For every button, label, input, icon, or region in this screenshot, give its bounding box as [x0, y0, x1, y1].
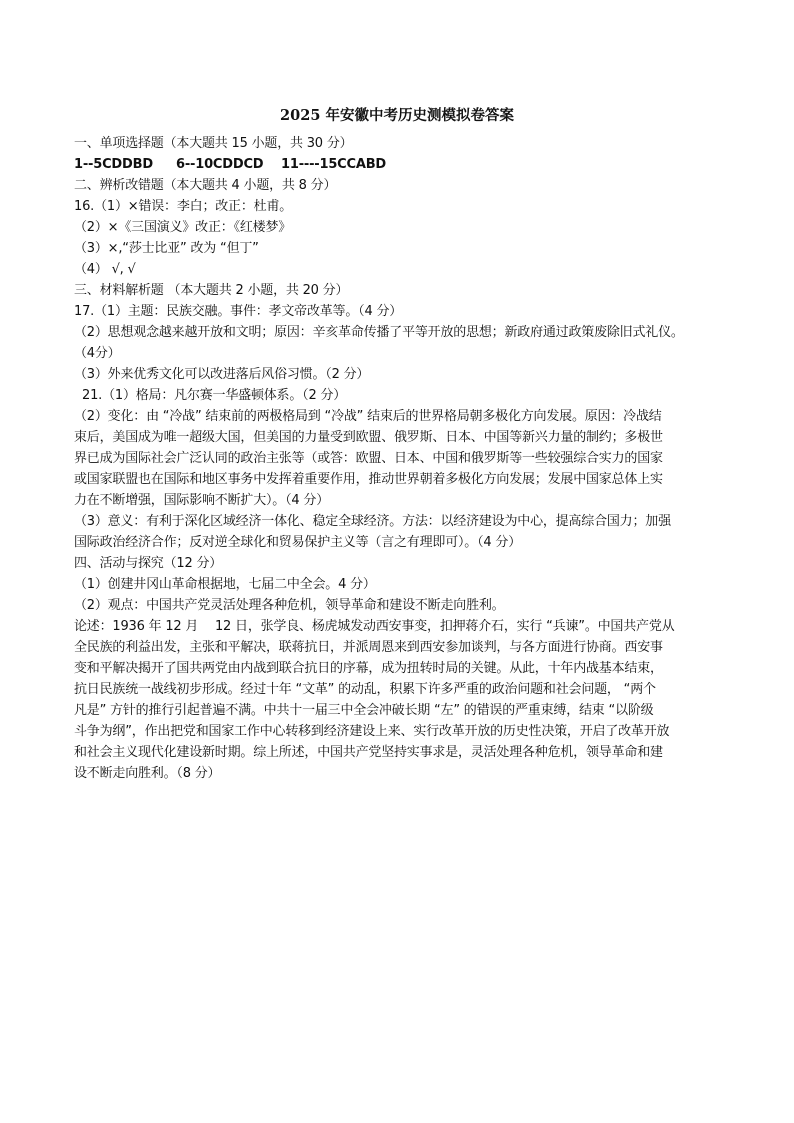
- essay-line-8: 设不断走向胜利。（8 分）: [74, 766, 221, 781]
- document-title: 2025 年安徽中考历史测模拟卷答案: [280, 107, 514, 124]
- section-2-heading: 二、辨析改错题（本大题共 4 小题，共 8 分）: [74, 178, 337, 193]
- q17-part2-line1: （2）思想观念越来越开放和文明；原因：辛亥革命传播了平等开放的思想；新政府通过政策废除旧式礼仪。: [74, 325, 684, 340]
- q21-part2-line5: 力在不断增强，国际影响不断扩大）。（4 分）: [74, 493, 330, 508]
- essay-line-7: 和社会主义现代化建设新时期。综上所述，中国共产党坚持实事求是，灵活处理各种危机，领导革命和建: [74, 745, 663, 760]
- essay-line-5: 凡是” 方针的推行引起普遍不满。中共十一届三中全会冲破长期 “左” 的错误的严重束缚，结束 “以阶级: [74, 703, 654, 718]
- essay-line-1: 论述：1936 年 12 月 12 日，张学良、杨虎城发动西安事变，扣押蒋介石，实行 “兵谏”。中国共产党从: [74, 619, 675, 634]
- q21-part2-line3: 界已成为国际社会广泛认同的政治主张等（或答：欧盟、日本、中国和俄罗斯等一些较强综合实力的国家: [74, 451, 663, 466]
- answers-1-5: 1--5CDDBD: [74, 157, 153, 172]
- q16-part4: （4） √, √: [74, 262, 136, 277]
- q21-part1: 21.（1）格局：凡尔赛一华盛顿体系。（2 分）: [82, 388, 347, 403]
- multiple-choice-answers: [74, 154, 734, 175]
- q21-part3-line1: （3）意义：有利于深化区域经济一体化、稳定全球经济。方法：以经济建设为中心，提高综合国力；加强: [74, 514, 671, 529]
- section-3-heading: 三、材料解析题 （本大题共 2 小题，共 20 分）: [74, 283, 349, 298]
- q21-part2-line2: 束后，美国成为唯一超级大国，但美国的力量受到欧盟、俄罗斯、日本、中国等新兴力量的制约；多极世: [74, 430, 663, 445]
- essay-line-3: 变和平解决揭开了国共两党由内战到联合抗日的序幕，成为扭转时局的关键。从此，十年内战基本结束，: [74, 661, 663, 676]
- q16-part1: 16.（1）×错误：李白；改正：杜甫。: [74, 199, 293, 214]
- q21-part2-line4: 或国家联盟也在国际和地区事务中发挥着重要作用，推动世界朝着多极化方向发展；发展中国家总体上实: [74, 472, 663, 487]
- activity-part1: （1）创建井冈山革命根据地，七届二中全会。4 分）: [74, 577, 376, 592]
- section-1-heading: 一、单项选择题（本大题共 15 小题，共 30 分）: [74, 136, 353, 151]
- q16-part3: （3）×,“莎士比亚” 改为 “但丁”: [74, 241, 259, 256]
- q17-part1: 17.（1）主题：民族交融。事件：孝文帝改革等。（4 分）: [74, 304, 403, 319]
- essay-line-4: 抗日民族统一战线初步形成。经过十年 “文革” 的动乱，积累下许多严重的政治问题和社会问题， “两个: [74, 682, 656, 697]
- answer-content: [74, 133, 734, 784]
- q21-part2-line1: （2）变化：由 “冷战” 结束前的两极格局到 “冷战” 结束后的世界格局朝多极化方向发展。原因：冷战结: [74, 409, 662, 424]
- q21-part3-line2: 国际政治经济合作；反对逆全球化和贸易保护主义等（言之有理即可）。（4 分）: [74, 535, 522, 550]
- answers-6-10: 6--10CDDCD: [176, 157, 264, 172]
- activity-part2: （2）观点：中国共产党灵活处理各种危机，领导革命和建设不断走向胜利。: [74, 598, 505, 613]
- answers-11-15: 11----15CCABD: [281, 157, 387, 172]
- section-4-heading: 四、活动与探究（12 分）: [74, 556, 223, 571]
- q17-part3: （3）外来优秀文化可以改进落后风俗习惯。（2 分）: [74, 367, 370, 382]
- essay-line-2: 全民族的利益出发，主张和平解决，联蒋抗日，并派周恩来到西安参加谈判，与各方面进行协商。西安事: [74, 640, 663, 655]
- q16-part2: （2）×《三国演义》改正：《红楼梦》: [74, 220, 292, 235]
- essay-line-6: 斗争为纲”，作出把党和国家工作中心转移到经济建设上来、实行改革开放的历史性决策，开启了改革开放: [74, 724, 670, 739]
- q17-part2-line2: （4分）: [74, 346, 121, 361]
